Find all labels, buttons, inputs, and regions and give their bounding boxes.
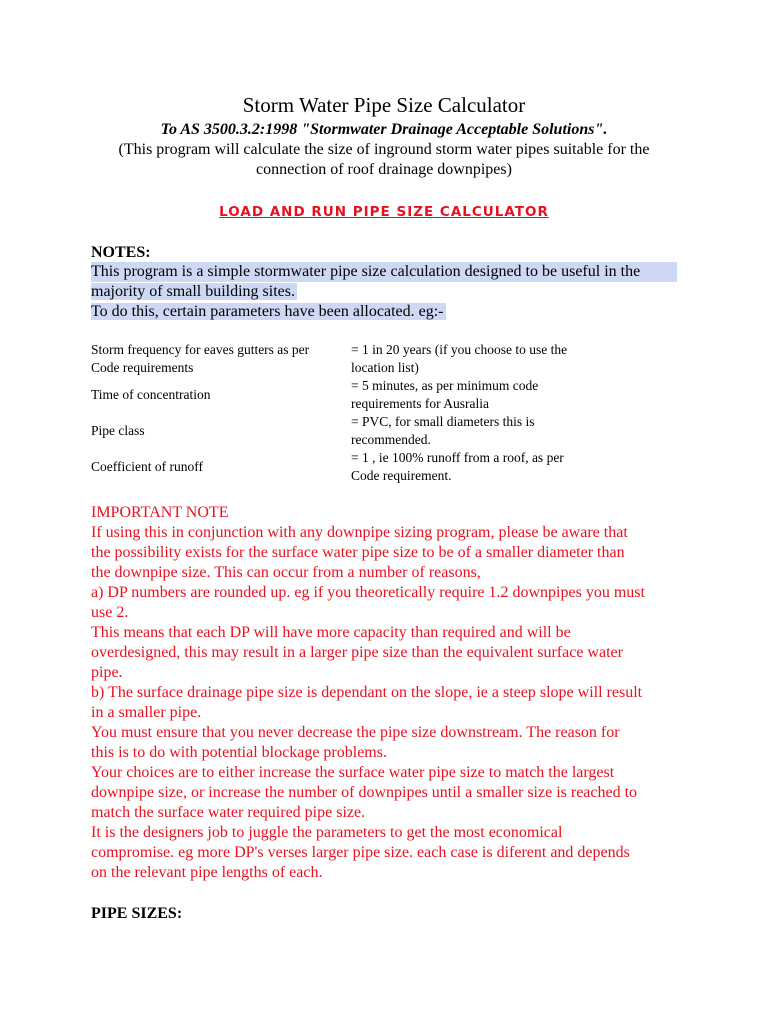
important-note-text bbox=[91, 523, 691, 883]
parameter-value-line: requirements for Ausralia bbox=[351, 396, 489, 411]
parameter-value bbox=[351, 413, 651, 449]
important-note-heading: IMPORTANT NOTE bbox=[91, 504, 229, 521]
parameter-value bbox=[351, 341, 651, 377]
notes-text bbox=[91, 262, 677, 322]
important-line: the possibility exists for the surface water pipe size to be of a smaller diameter than bbox=[91, 544, 625, 561]
important-line: You must ensure that you never decrease the pipe size downstream. The reason for bbox=[91, 724, 620, 741]
parameter-label-line: Pipe class bbox=[91, 423, 145, 438]
program-description bbox=[0, 140, 768, 180]
parameter-label-line: Coefficient of runoff bbox=[91, 459, 203, 474]
parameter-label-line: Code requirements bbox=[91, 360, 194, 375]
parameter-value-line: recommended. bbox=[351, 432, 431, 447]
parameter-label bbox=[91, 341, 346, 377]
notes-line: majority of small building sites. bbox=[91, 283, 295, 300]
important-line: Your choices are to either increase the surface water pipe size to match the largest bbox=[91, 764, 615, 781]
page-title: Storm Water Pipe Size Calculator bbox=[242, 93, 526, 117]
parameter-value-line: Code requirement. bbox=[351, 468, 452, 483]
notes-line: This program is a simple stormwater pipe size calculation designed to be useful in the bbox=[91, 262, 677, 282]
pipe-sizes-heading: PIPE SIZES: bbox=[91, 905, 183, 922]
parameter-value bbox=[351, 449, 651, 485]
parameter-label bbox=[91, 413, 346, 449]
parameter-label-line: Time of concentration bbox=[91, 387, 211, 402]
important-line: downpipe size, or increase the number of downpipes until a smaller size is reached to bbox=[91, 784, 638, 801]
important-line: pipe. bbox=[91, 664, 123, 681]
parameter-value-line: = 1 , ie 100% runoff from a roof, as per bbox=[351, 450, 564, 465]
important-line: a) DP numbers are rounded up. eg if you theoretically require 1.2 downpipes you must bbox=[91, 584, 645, 601]
load-calculator-link[interactable]: LOAD AND RUN PIPE SIZE CALCULATOR bbox=[219, 204, 549, 220]
important-line: This means that each DP will have more capacity than required and will be bbox=[91, 624, 571, 641]
important-line: this is to do with potential blockage problems. bbox=[91, 744, 387, 761]
important-line: match the surface water required pipe size. bbox=[91, 804, 366, 821]
important-line: If using this in conjunction with any downpipe sizing program, please be aware that bbox=[91, 524, 628, 541]
parameter-label-line: Storm frequency for eaves gutters as per bbox=[91, 342, 310, 357]
description-line: connection of roof drainage downpipes) bbox=[256, 161, 512, 178]
important-line: in a smaller pipe. bbox=[91, 704, 202, 721]
parameter-value bbox=[351, 377, 651, 413]
parameter-value-line: location list) bbox=[351, 360, 419, 375]
standard-subtitle: To AS 3500.3.2:1998 "Stormwater Drainage Acceptable Solutions". bbox=[160, 121, 608, 138]
important-line: use 2. bbox=[91, 604, 129, 621]
important-line: b) The surface drainage pipe size is dependant on the slope, ie a steep slope will result bbox=[91, 684, 643, 701]
parameter-label bbox=[91, 449, 346, 485]
important-line: on the relevant pipe lengths of each. bbox=[91, 864, 323, 881]
notes-line: To do this, certain parameters have been allocated. eg:- bbox=[91, 303, 444, 320]
important-line: the downpipe size. This can occur from a number of reasons, bbox=[91, 564, 481, 581]
parameter-value-line: = 1 in 20 years (if you choose to use the bbox=[351, 342, 568, 357]
important-line: It is the designers job to juggle the parameters to get the most economical bbox=[91, 824, 563, 841]
parameter-label bbox=[91, 377, 346, 413]
important-line: compromise. eg more DP's verses larger pipe size. each case is diferent and depends bbox=[91, 844, 630, 861]
parameter-value-line: = PVC, for small diameters this is bbox=[351, 414, 535, 429]
important-line: overdesigned, this may result in a larger pipe size than the equivalent surface water bbox=[91, 644, 623, 661]
parameter-value-line: = 5 minutes, as per minimum code bbox=[351, 378, 539, 393]
description-line: (This program will calculate the size of inground storm water pipes suitable for the bbox=[118, 141, 650, 158]
notes-heading: NOTES: bbox=[91, 244, 151, 261]
